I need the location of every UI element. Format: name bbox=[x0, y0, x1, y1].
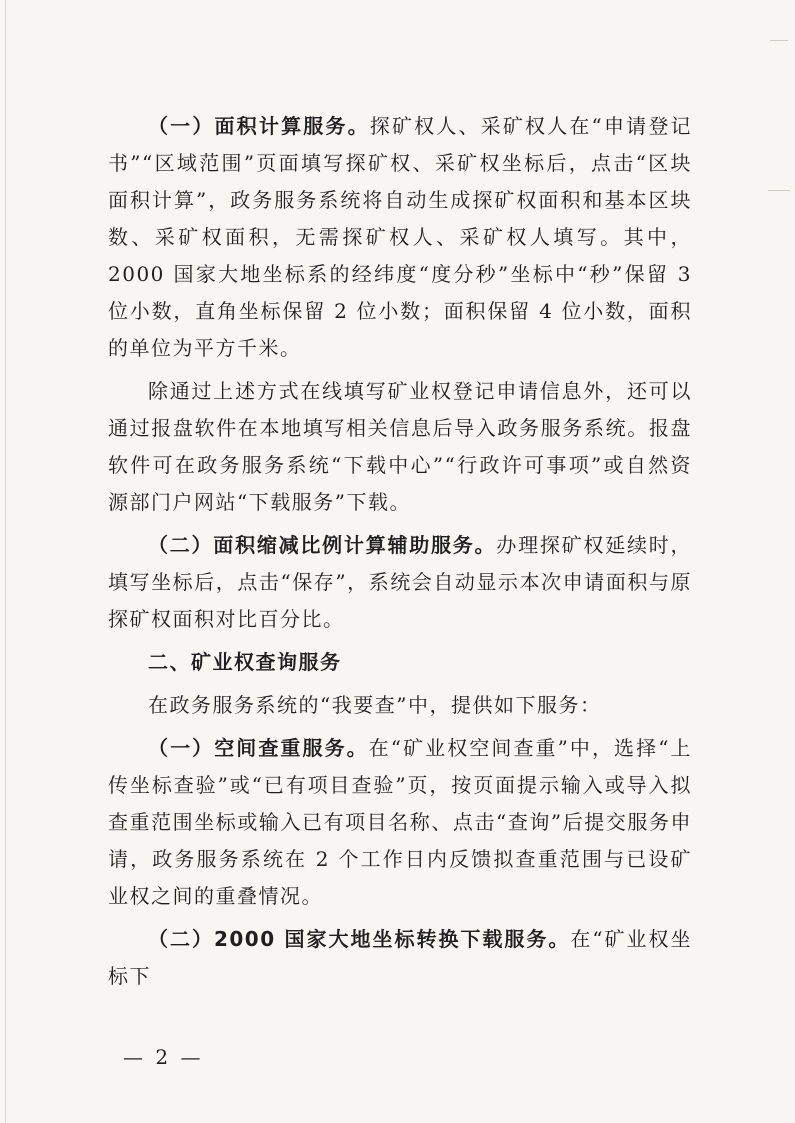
item-body: 在“矿业权坐标下 bbox=[108, 927, 692, 988]
item-lead: （二）面积缩减比例计算辅助服务。 bbox=[148, 533, 497, 557]
scan-mark bbox=[768, 190, 790, 191]
scan-mark bbox=[770, 40, 788, 41]
scan-edge-line bbox=[5, 0, 6, 1123]
paragraph-coordinate-conversion bbox=[108, 921, 692, 995]
paragraph-spatial-check bbox=[108, 730, 692, 915]
item-lead: （二）2000 国家大地坐标转换下载服务。 bbox=[148, 927, 571, 951]
paragraph-query-intro: 在政务服务系统的“我要查”中，提供如下服务： bbox=[148, 693, 602, 717]
paragraph-area-calculation bbox=[108, 108, 692, 367]
paragraph-offline-software: 除通过上述方式在线填写矿业权登记申请信息外，还可以通过报盘软件在本地填写相关信息后导入政务服务系统。报盘软件可在政务服务系统“下载中心”“行政许可事项”或自然资源部门户网站“下载服务”下载。 bbox=[108, 379, 692, 514]
document-body bbox=[108, 108, 692, 995]
item-lead: （一）空间查重服务。 bbox=[148, 736, 369, 760]
section-heading: 二、矿业权查询服务 bbox=[148, 650, 342, 674]
item-body: 探矿权人、采矿权人在“申请登记书”“区域范围”页面填写探矿权、采矿权坐标后，点击“区块面积计算”，政务服务系统将自动生成探矿权面积和基本区块数、采矿权面积，无需探矿权人、采矿权人填写。其中，2000 国家大地坐标系的经纬度“度分秒”坐标中“秒”保留 3 位小数，直角坐标保留 2 位小数；面积保留 4 位小数，面积的单位为平方千米。 bbox=[108, 114, 692, 360]
page-number: — 2 — bbox=[123, 1045, 204, 1069]
paragraph-area-reduction bbox=[108, 527, 692, 638]
item-body: 在“矿业权空间查重”中，选择“上传坐标查验”或“已有项目查验”页，按页面提示输入或导入拟查重范围坐标或输入已有项目名称、点击“查询”后提交服务申请，政务服务系统在 2 个工作日内反馈拟查重范围与已设矿业权之间的重叠情况。 bbox=[108, 736, 692, 908]
item-lead: （一）面积计算服务。 bbox=[148, 114, 370, 138]
item-body: 办理探矿权延续时，填写坐标后，点击“保存”，系统会自动显示本次申请面积与原探矿权面积对比百分比。 bbox=[108, 533, 693, 631]
